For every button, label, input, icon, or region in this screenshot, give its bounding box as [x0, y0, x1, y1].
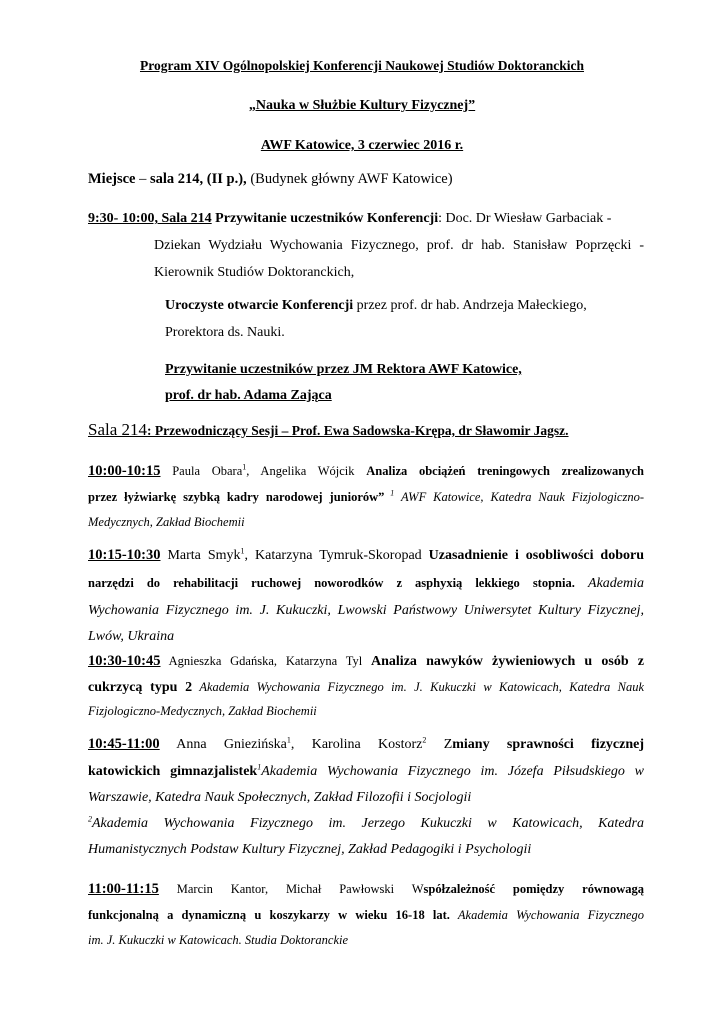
talk-4-sup-4: 2 — [88, 814, 92, 824]
program-title: Program XIV Ogólnopolskiej Konferencji Naukowej Studiów Doktoranckich — [139, 58, 585, 73]
opening-line-2: Dziekan Wydziału Wychowania Fizycznego, prof. dr hab. Stanisław Poprzęcki - — [154, 238, 644, 253]
talk-5-aff-2: im. J. Kukuczki w Katowicach. Studia Doktoranckie — [88, 933, 349, 947]
place-dash: – — [135, 171, 150, 187]
place-line — [88, 166, 648, 193]
talk-5-title-2: funkcjonalną a dynamiczną u koszykarzy w wieku 16-18 lat. — [88, 908, 450, 922]
talk-5-authors: Marcin Kantor, Michał Pawłowski W — [158, 882, 424, 896]
talk-4-title-1: miany sprawności fizycznej — [452, 737, 644, 752]
talk-4-author-1: Anna Gniezińska — [159, 737, 287, 752]
talk-5-time: 11:00-11:15 — [88, 881, 159, 897]
talk-4-time: 10:45-11:00 — [88, 736, 160, 752]
opening-time: 9:30- 10:00, Sala 214 — [88, 211, 212, 226]
talk-2-time: 10:15-10:30 — [88, 547, 161, 563]
talk-1-title-1: Analiza obciążeń treningowych zrealizowanych — [366, 464, 644, 478]
talk-2-line-2 — [88, 570, 644, 597]
talk-2-author-2: , Katarzyna Tymruk-Skoropad — [244, 548, 429, 563]
talk-1-aff-2: Medycznych, Zakład Biochemii — [88, 515, 245, 529]
conference-subtitle: „Nauka w Służbie Kultury Fizycznej” — [248, 98, 476, 113]
talk-3-title-2: cukrzycą typu 2 — [88, 680, 193, 695]
rector-line-1: Przywitanie uczestników przez JM Rektora AWF Katowice, — [165, 362, 522, 377]
ceremony-line-1 — [165, 292, 635, 319]
talk-1-author-2: , Angelika Wójcik — [246, 464, 367, 478]
ceremony-line-2: Prorektora ds. Nauki. — [165, 325, 285, 340]
talk-3-aff-1: Akademia Wychowania Fizycznego im. J. Kukuczki w Katowicach, Katedra Nauk — [192, 680, 644, 694]
talk-3-aff-2: Fizjologiczno-Medycznych, Zakład Biochemii — [88, 704, 317, 718]
talk-2-aff-1: Akademia — [574, 576, 644, 591]
talk-5-aff-1: Akademia Wychowania Fizycznego — [449, 908, 644, 922]
talk-4-line-4 — [88, 810, 644, 838]
talk-1-line-1 — [88, 458, 644, 485]
talk-4-line-2 — [88, 758, 644, 786]
opening-title: Przywitanie uczestników Konferencji — [215, 211, 439, 226]
talk-3-line-1 — [88, 648, 644, 675]
talk-3-line-2 — [88, 674, 644, 701]
talk-1-sup-2: 1 — [384, 488, 395, 498]
talk-2-line-1 — [88, 542, 644, 569]
talk-2-aff-2: Wychowania Fizycznego im. J. Kukuczki, Lwowski Państwowy Uniwersytet Kultury Fizycznej, — [88, 603, 644, 618]
talk-4-title-z: Z — [426, 737, 453, 752]
talk-2-title-1: Uzasadnienie i osobliwości doboru — [428, 548, 644, 563]
ceremony-title: Uroczyste otwarcie Konferencji — [165, 298, 354, 313]
opening-text-1: : Doc. Dr Wiesław Garbaciak - — [438, 211, 612, 226]
talk-4-aff-1b: Warszawie, Katedra Nauk Społecznych, Zakład Filozofii i Socjologii — [88, 790, 472, 805]
talk-4-author-2: , Karolina Kostorz — [290, 737, 423, 752]
talk-5-title-1: spółzależność pomiędzy równowagą — [423, 882, 644, 896]
talk-4-sup-1: 1 — [286, 735, 291, 745]
talk-1-line-2 — [88, 484, 644, 511]
place-label: Miejsce — [88, 171, 136, 187]
talk-5-line-1 — [88, 876, 644, 903]
rector-line-2: prof. dr hab. Adama Zająca — [165, 388, 332, 403]
talk-3-title-1: Analiza nawyków żywieniowych u osób z — [371, 654, 644, 669]
talk-2-aff-3: Lwów, Ukraina — [88, 629, 175, 644]
talk-1-title-2: przez łyżwiarkę szybką kadry narodowej juniorów” — [88, 490, 385, 504]
talk-4-title-2: katowickich gimnazjalistek — [88, 764, 258, 779]
talk-4-aff-1a: Akademia Wychowania Fizycznego im. Józefa Piłsudskiego w — [261, 764, 644, 779]
talk-2-author-1: Marta Smyk — [160, 548, 241, 563]
talk-1-time: 10:00-10:15 — [88, 463, 161, 479]
talk-4-sup-3: 1 — [257, 762, 262, 772]
talk-4-line-1 — [88, 731, 644, 759]
ceremony-text-1: przez prof. dr hab. Andrzeja Małeckiego, — [353, 298, 587, 313]
talk-1-author-1: Paula Obara — [160, 464, 243, 478]
session-room: Sala 214 — [88, 420, 148, 439]
place-room: sala 214, (II p.), — [150, 171, 247, 187]
talk-4-aff-2b: Humanistycznych Podstaw Kultury Fizycznej, Zakład Pedagogiki i Psychologii — [88, 842, 532, 857]
talk-3-time: 10:30-10:45 — [88, 653, 161, 669]
talk-3-authors: Agnieszka Gdańska, Katarzyna Tyl — [160, 654, 372, 668]
place-building: (Budynek główny AWF Katowice) — [246, 171, 453, 187]
talk-2-title-2: narzędzi do rehabilitacji ruchowej noworodków z asphyxią lekkiego stopnia. — [88, 576, 575, 590]
session-chairs: : Przewodniczący Sesji – Prof. Ewa Sadowska-Krępa, dr Sławomir Jagsz. — [147, 423, 569, 438]
talk-1-sup-1: 1 — [242, 462, 247, 472]
session-heading — [88, 420, 569, 440]
opening-line-3: Kierownik Studiów Doktoranckich, — [154, 265, 355, 280]
talk-4-aff-2a: Akademia Wychowania Fizycznego im. Jerzego Kukuczki w Katowicach, Katedra — [92, 816, 644, 831]
talk-2-sup-1: 1 — [240, 546, 245, 556]
opening-line-1 — [88, 205, 648, 232]
conference-date: AWF Katowice, 3 czerwiec 2016 r. — [260, 138, 464, 153]
talk-5-line-2 — [88, 902, 644, 929]
talk-1-aff-1: AWF Katowice, Katedra Nauk Fizjologiczno- — [394, 490, 644, 504]
talk-4-sup-2: 2 — [422, 735, 427, 745]
